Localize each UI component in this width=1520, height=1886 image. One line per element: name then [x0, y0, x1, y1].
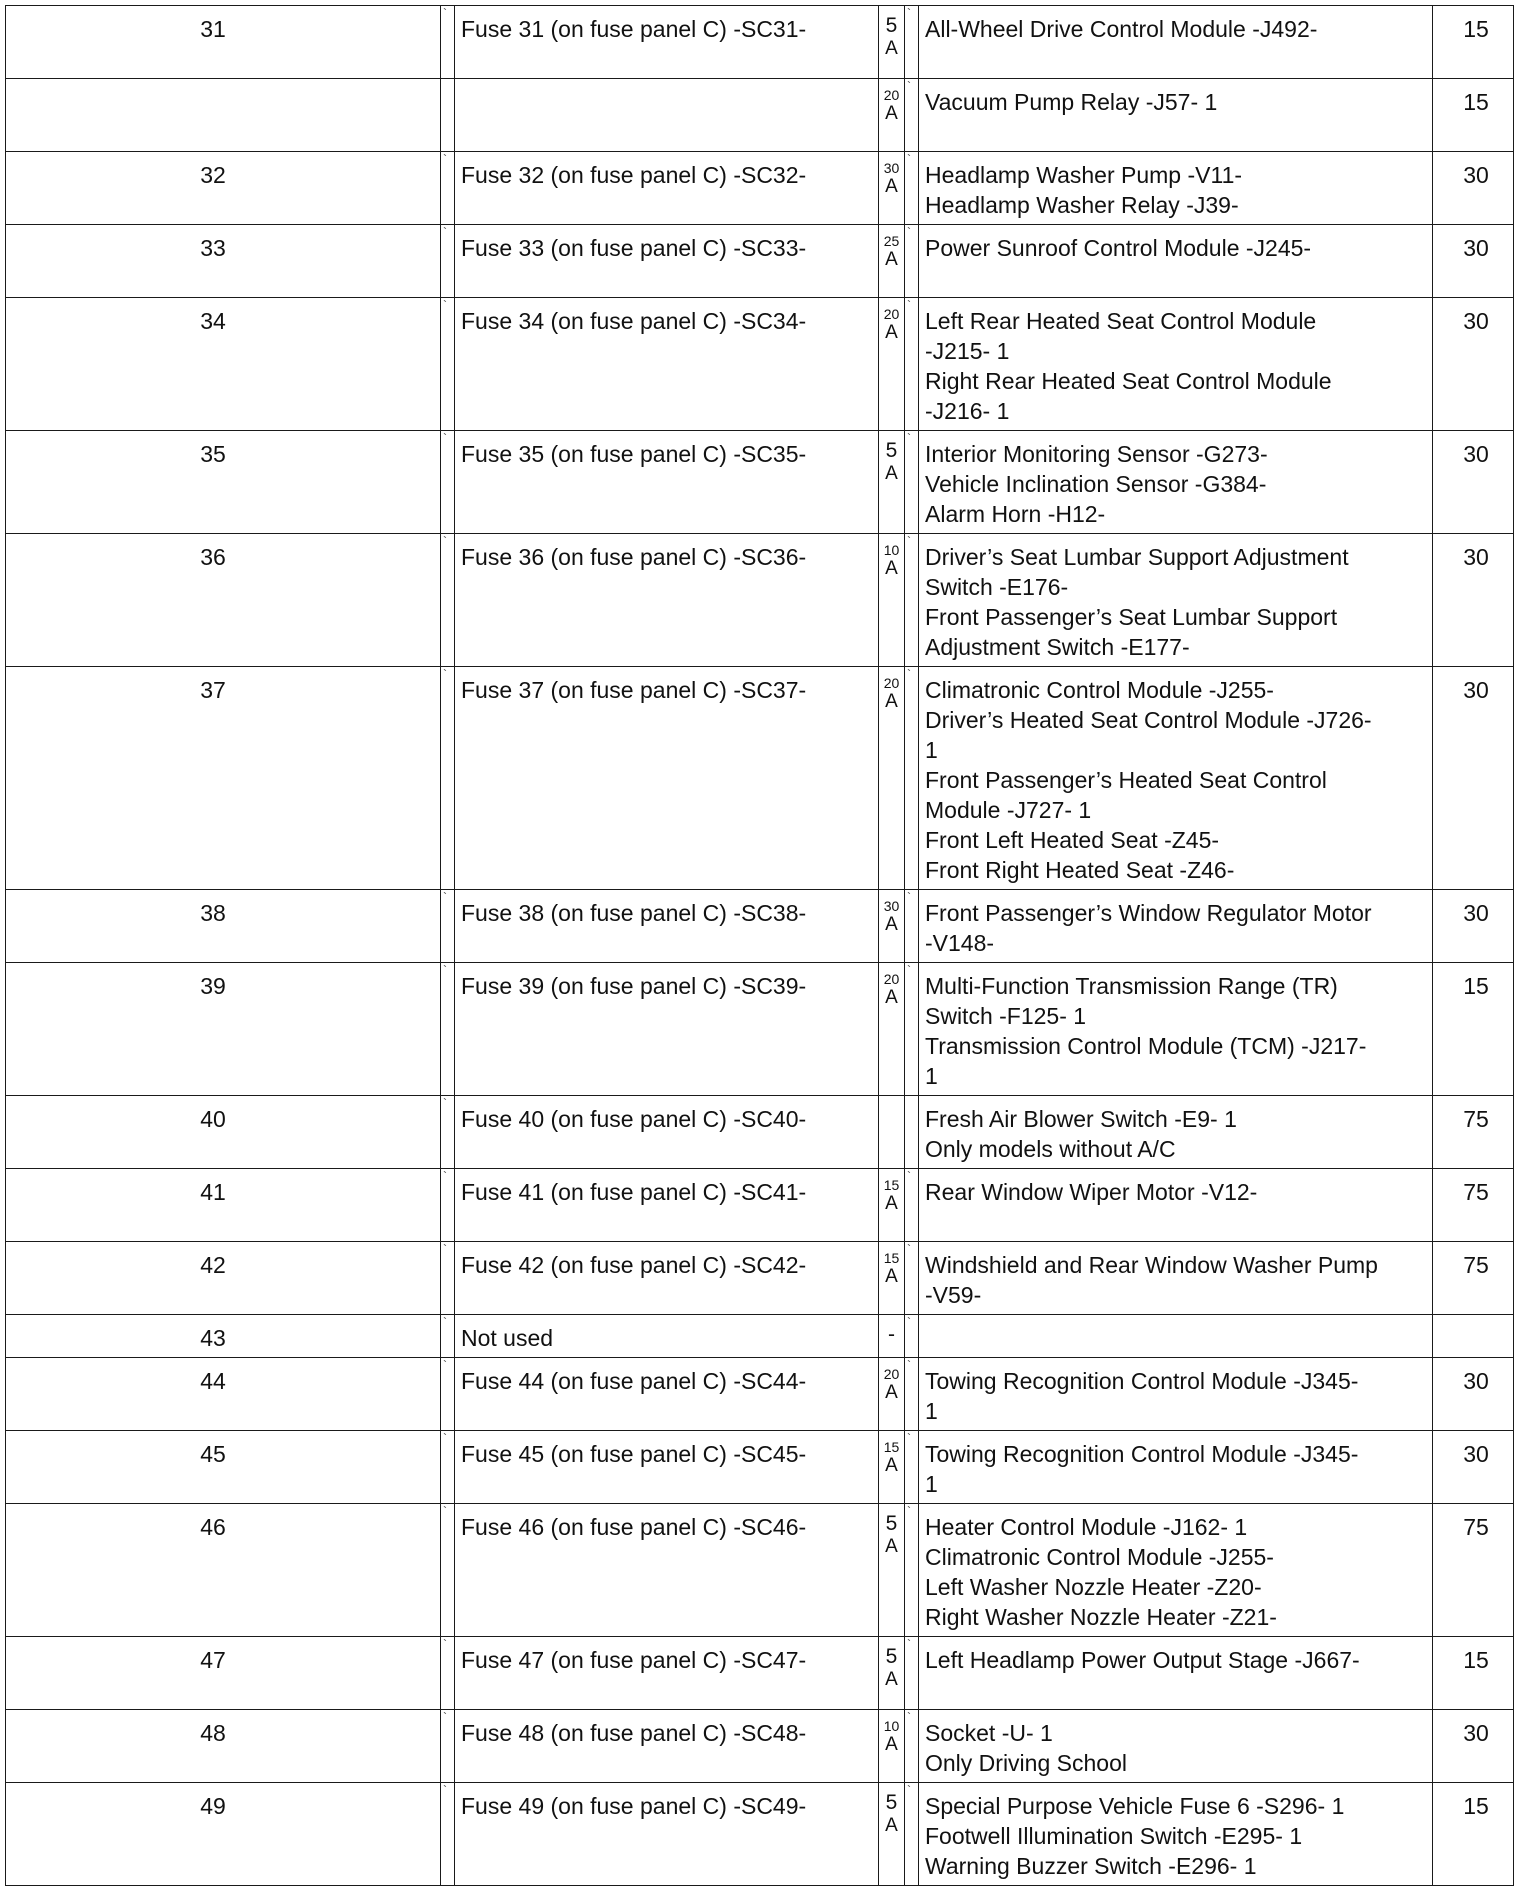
tick-mark: ` [905, 1169, 919, 1242]
fuse-amperage [879, 1358, 905, 1431]
description-line: Driver’s Seat Lumbar Support Adjustment [925, 544, 1349, 570]
tick-mark: ` [441, 298, 455, 431]
tick-mark: ` [905, 534, 919, 667]
fuse-amperage [879, 1096, 905, 1169]
tick-mark: ` [441, 1096, 455, 1169]
tick-mark: ` [905, 1783, 919, 1886]
terminal-number: 30 [1433, 1710, 1514, 1783]
table-row [6, 1637, 1514, 1710]
component-description [919, 1242, 1433, 1315]
description-line: Socket -U- 1 [925, 1720, 1053, 1746]
fuse-number: 33 [6, 225, 441, 298]
fuse-number: 31 [6, 6, 441, 79]
amperage-unit: A [885, 558, 898, 579]
fuse-number: 35 [6, 431, 441, 534]
fuse-number: 41 [6, 1169, 441, 1242]
fuse-number: 40 [6, 1096, 441, 1169]
table-row [6, 1783, 1514, 1886]
fuse-name: Fuse 36 (on fuse panel C) -SC36- [455, 534, 879, 667]
terminal-number: 30 [1433, 1358, 1514, 1431]
description-line: Towing Recognition Control Module -J345- [925, 1368, 1359, 1394]
amperage-unit: A [885, 103, 898, 124]
description-line: 1 [925, 1398, 938, 1424]
amperage-value: 15 [883, 1177, 900, 1193]
tick-mark: ` [905, 6, 919, 79]
terminal-number: 75 [1433, 1169, 1514, 1242]
description-line: Front Passenger’s Heated Seat Control [925, 767, 1327, 793]
fuse-name: Fuse 37 (on fuse panel C) -SC37- [455, 667, 879, 890]
amperage-value: - [888, 1323, 895, 1346]
description-line: Fresh Air Blower Switch -E9- 1 [925, 1106, 1237, 1132]
tick-mark: ` [441, 1710, 455, 1783]
component-description [919, 152, 1433, 225]
tick-mark: ` [441, 1637, 455, 1710]
description-line: Front Right Heated Seat -Z46- [925, 857, 1235, 883]
fuse-amperage [879, 1637, 905, 1710]
fuse-name: Fuse 35 (on fuse panel C) -SC35- [455, 431, 879, 534]
amperage-unit: A [885, 1193, 898, 1214]
tick-mark: ` [441, 1431, 455, 1504]
amperage-value: 15 [883, 1250, 900, 1266]
description-line: Heater Control Module -J162- 1 [925, 1514, 1248, 1540]
fuse-name: Fuse 41 (on fuse panel C) -SC41- [455, 1169, 879, 1242]
fuse-number: 34 [6, 298, 441, 431]
table-row [6, 6, 1514, 79]
table-row [6, 79, 1514, 152]
terminal-number: 15 [1433, 963, 1514, 1096]
description-line: Multi-Function Transmission Range (TR) [925, 973, 1338, 999]
component-description [919, 890, 1433, 963]
amperage-value: 25 [883, 233, 900, 249]
amperage-value: 5 [885, 1791, 898, 1814]
table-row [6, 1358, 1514, 1431]
table-row [6, 1315, 1514, 1358]
fuse-name: Fuse 33 (on fuse panel C) -SC33- [455, 225, 879, 298]
table-row [6, 667, 1514, 890]
fuse-number: 44 [6, 1358, 441, 1431]
table-row [6, 1504, 1514, 1637]
tick-mark [905, 1096, 919, 1169]
terminal-number: 15 [1433, 1783, 1514, 1886]
terminal-number: 30 [1433, 534, 1514, 667]
component-description [919, 1096, 1433, 1169]
fuse-amperage [879, 667, 905, 890]
table-row [6, 1096, 1514, 1169]
tick-mark: ` [905, 1242, 919, 1315]
terminal-number: 15 [1433, 1637, 1514, 1710]
description-line: Interior Monitoring Sensor -G273- [925, 441, 1268, 467]
table-row [6, 225, 1514, 298]
fuse-name: Fuse 38 (on fuse panel C) -SC38- [455, 890, 879, 963]
fuse-name: Not used [455, 1315, 879, 1358]
description-line: Driver’s Heated Seat Control Module -J726- [925, 707, 1372, 733]
component-description [919, 1504, 1433, 1637]
fuse-name: Fuse 42 (on fuse panel C) -SC42- [455, 1242, 879, 1315]
description-line: Only models without A/C [925, 1136, 1176, 1162]
component-description [919, 298, 1433, 431]
amperage-unit: A [885, 1815, 898, 1836]
tick-mark: ` [441, 1358, 455, 1431]
fuse-number: 46 [6, 1504, 441, 1637]
amperage-value: 10 [883, 542, 900, 558]
terminal-number: 30 [1433, 298, 1514, 431]
tick-mark: ` [441, 1783, 455, 1886]
fuse-number: 45 [6, 1431, 441, 1504]
tick-mark: ` [441, 225, 455, 298]
description-line: Transmission Control Module (TCM) -J217- [925, 1033, 1367, 1059]
tick-mark: ` [441, 6, 455, 79]
fuse-number: 43 [6, 1315, 441, 1358]
table-row [6, 298, 1514, 431]
description-line: All-Wheel Drive Control Module -J492- [925, 16, 1318, 42]
fuse-amperage [879, 431, 905, 534]
description-line: Module -J727- 1 [925, 797, 1092, 823]
tick-mark: ` [905, 1504, 919, 1637]
terminal-number: 30 [1433, 1431, 1514, 1504]
component-description [919, 225, 1433, 298]
amperage-unit: A [885, 322, 898, 343]
fuse-number: 47 [6, 1637, 441, 1710]
component-description [919, 667, 1433, 890]
tick-mark: ` [905, 298, 919, 431]
fuse-number: 42 [6, 1242, 441, 1315]
tick-mark: ` [905, 431, 919, 534]
tick-mark: ` [905, 890, 919, 963]
description-line: Front Passenger’s Window Regulator Motor [925, 900, 1372, 926]
terminal-number: 75 [1433, 1504, 1514, 1637]
description-line: Switch -E176- [925, 574, 1069, 600]
tick-mark: ` [441, 1169, 455, 1242]
fuse-amperage [879, 534, 905, 667]
description-line: Front Passenger’s Seat Lumbar Support [925, 604, 1338, 630]
description-line: 1 [925, 1471, 938, 1497]
table-row [6, 963, 1514, 1096]
tick-mark: ` [441, 534, 455, 667]
amperage-unit: A [885, 38, 898, 59]
amperage-unit: A [885, 176, 898, 197]
amperage-value: 5 [885, 1512, 898, 1535]
fuse-name: Fuse 49 (on fuse panel C) -SC49- [455, 1783, 879, 1886]
amperage-unit: A [885, 463, 898, 484]
tick-mark: ` [441, 1504, 455, 1637]
tick-mark: ` [441, 1315, 455, 1358]
component-description [919, 1315, 1433, 1358]
description-line: Towing Recognition Control Module -J345- [925, 1441, 1359, 1467]
fuse-amperage [879, 225, 905, 298]
amperage-value: 20 [883, 87, 900, 103]
terminal-number: 75 [1433, 1242, 1514, 1315]
amperage-unit: A [885, 1382, 898, 1403]
amperage-value: 30 [883, 898, 900, 914]
amperage-value: 10 [883, 1718, 900, 1734]
fuse-amperage [879, 890, 905, 963]
terminal-number: 30 [1433, 667, 1514, 890]
amperage-unit: A [885, 987, 898, 1008]
terminal-number: 30 [1433, 225, 1514, 298]
fuse-name: Fuse 40 (on fuse panel C) -SC40- [455, 1096, 879, 1169]
table-row [6, 431, 1514, 534]
fuse-amperage [879, 963, 905, 1096]
description-line: -V148- [925, 930, 995, 956]
tick-mark: ` [441, 963, 455, 1096]
amperage-unit: A [885, 249, 898, 270]
component-description [919, 79, 1433, 152]
fuse-name: Fuse 39 (on fuse panel C) -SC39- [455, 963, 879, 1096]
tick-mark: ` [905, 225, 919, 298]
fuse-amperage [879, 298, 905, 431]
table-row [6, 534, 1514, 667]
tick-mark: ` [441, 152, 455, 225]
description-line: Switch -F125- 1 [925, 1003, 1087, 1029]
amperage-value: 20 [883, 971, 900, 987]
description-line: Front Left Heated Seat -Z45- [925, 827, 1220, 853]
component-description [919, 534, 1433, 667]
table-row [6, 890, 1514, 963]
description-line: Left Rear Heated Seat Control Module [925, 308, 1317, 334]
component-description [919, 1710, 1433, 1783]
amperage-value: 5 [885, 14, 898, 37]
terminal-number [1433, 1315, 1514, 1358]
description-line: Headlamp Washer Pump -V11- [925, 162, 1243, 188]
tick-mark: ` [441, 1242, 455, 1315]
component-description [919, 1783, 1433, 1886]
terminal-number: 15 [1433, 6, 1514, 79]
table-row [6, 152, 1514, 225]
tick-mark [441, 79, 455, 152]
description-line: Left Headlamp Power Output Stage -J667- [925, 1647, 1360, 1673]
component-description [919, 1637, 1433, 1710]
amperage-value: 5 [885, 1645, 898, 1668]
fuse-name: Fuse 47 (on fuse panel C) -SC47- [455, 1637, 879, 1710]
table-row [6, 1242, 1514, 1315]
fuse-amperage [879, 1504, 905, 1637]
terminal-number: 75 [1433, 1096, 1514, 1169]
fuse-name: Fuse 45 (on fuse panel C) -SC45- [455, 1431, 879, 1504]
description-line: Adjustment Switch -E177- [925, 634, 1190, 660]
description-line: Special Purpose Vehicle Fuse 6 -S296- 1 [925, 1793, 1345, 1819]
fuse-number: 36 [6, 534, 441, 667]
fuse-name: Fuse 34 (on fuse panel C) -SC34- [455, 298, 879, 431]
fuse-name: Fuse 44 (on fuse panel C) -SC44- [455, 1358, 879, 1431]
amperage-unit: A [885, 1536, 898, 1557]
description-line: Left Washer Nozzle Heater -Z20- [925, 1574, 1262, 1600]
terminal-number: 15 [1433, 79, 1514, 152]
amperage-value: 30 [883, 160, 900, 176]
description-line: -J216- 1 [925, 398, 1010, 424]
description-line: Footwell Illumination Switch -E295- 1 [925, 1823, 1303, 1849]
tick-mark: ` [905, 1315, 919, 1358]
tick-mark: ` [441, 667, 455, 890]
fuse-name [455, 79, 879, 152]
tick-mark: ` [905, 1637, 919, 1710]
description-line: Only Driving School [925, 1750, 1127, 1776]
terminal-number: 30 [1433, 431, 1514, 534]
tick-mark: ` [441, 431, 455, 534]
table-row [6, 1431, 1514, 1504]
fuse-table [5, 5, 1514, 1886]
fuse-name: Fuse 31 (on fuse panel C) -SC31- [455, 6, 879, 79]
description-line: Rear Window Wiper Motor -V12- [925, 1179, 1258, 1205]
amperage-value: 5 [885, 439, 898, 462]
table-row [6, 1710, 1514, 1783]
amperage-value: 15 [883, 1439, 900, 1455]
fuse-amperage [879, 1783, 905, 1886]
tick-mark: ` [905, 1710, 919, 1783]
tick-mark: ` [905, 1358, 919, 1431]
terminal-number: 30 [1433, 152, 1514, 225]
fuse-name: Fuse 48 (on fuse panel C) -SC48- [455, 1710, 879, 1783]
component-description [919, 1358, 1433, 1431]
amperage-unit: A [885, 1266, 898, 1287]
amperage-unit: A [885, 691, 898, 712]
fuse-number: 39 [6, 963, 441, 1096]
fuse-amperage [879, 152, 905, 225]
fuse-name: Fuse 46 (on fuse panel C) -SC46- [455, 1504, 879, 1637]
fuse-amperage [879, 1710, 905, 1783]
description-line: Climatronic Control Module -J255- [925, 1544, 1274, 1570]
fuse-amperage [879, 1169, 905, 1242]
amperage-unit: A [885, 1669, 898, 1690]
description-line: Right Rear Heated Seat Control Module [925, 368, 1332, 394]
fuse-amperage [879, 1242, 905, 1315]
amperage-unit: A [885, 1455, 898, 1476]
fuse-amperage [879, 79, 905, 152]
description-line: -J215- 1 [925, 338, 1010, 364]
terminal-number: 30 [1433, 890, 1514, 963]
fuse-number: 49 [6, 1783, 441, 1886]
fuse-number [6, 79, 441, 152]
description-line: Headlamp Washer Relay -J39- [925, 192, 1239, 218]
fuse-name: Fuse 32 (on fuse panel C) -SC32- [455, 152, 879, 225]
description-line: Windshield and Rear Window Washer Pump [925, 1252, 1378, 1278]
component-description [919, 963, 1433, 1096]
fuse-amperage [879, 1315, 905, 1358]
amperage-value: 20 [883, 306, 900, 322]
component-description [919, 1431, 1433, 1504]
description-line: -V59- [925, 1282, 982, 1308]
component-description [919, 1169, 1433, 1242]
amperage-value: 20 [883, 675, 900, 691]
component-description [919, 6, 1433, 79]
amperage-value: 20 [883, 1366, 900, 1382]
fuse-amperage [879, 1431, 905, 1504]
tick-mark: ` [905, 152, 919, 225]
description-line: Climatronic Control Module -J255- [925, 677, 1274, 703]
description-line: 1 [925, 737, 938, 763]
table-row [6, 1169, 1514, 1242]
description-line: Warning Buzzer Switch -E296- 1 [925, 1853, 1257, 1879]
description-line: 1 [925, 1063, 938, 1089]
fuse-amperage [879, 6, 905, 79]
component-description [919, 431, 1433, 534]
description-line: Right Washer Nozzle Heater -Z21- [925, 1604, 1277, 1630]
description-line: Vehicle Inclination Sensor -G384- [925, 471, 1267, 497]
fuse-number: 48 [6, 1710, 441, 1783]
tick-mark: ` [441, 890, 455, 963]
amperage-unit: A [885, 1734, 898, 1755]
description-line: Power Sunroof Control Module -J245- [925, 235, 1312, 261]
tick-mark: ` [905, 667, 919, 890]
fuse-number: 38 [6, 890, 441, 963]
fuse-table-body [6, 6, 1514, 1886]
description-line: Alarm Horn -H12- [925, 501, 1106, 527]
fuse-number: 37 [6, 667, 441, 890]
tick-mark: ` [905, 79, 919, 152]
description-line: Vacuum Pump Relay -J57- 1 [925, 89, 1218, 115]
tick-mark: ` [905, 963, 919, 1096]
tick-mark: ` [905, 1431, 919, 1504]
amperage-unit: A [885, 914, 898, 935]
fuse-number: 32 [6, 152, 441, 225]
